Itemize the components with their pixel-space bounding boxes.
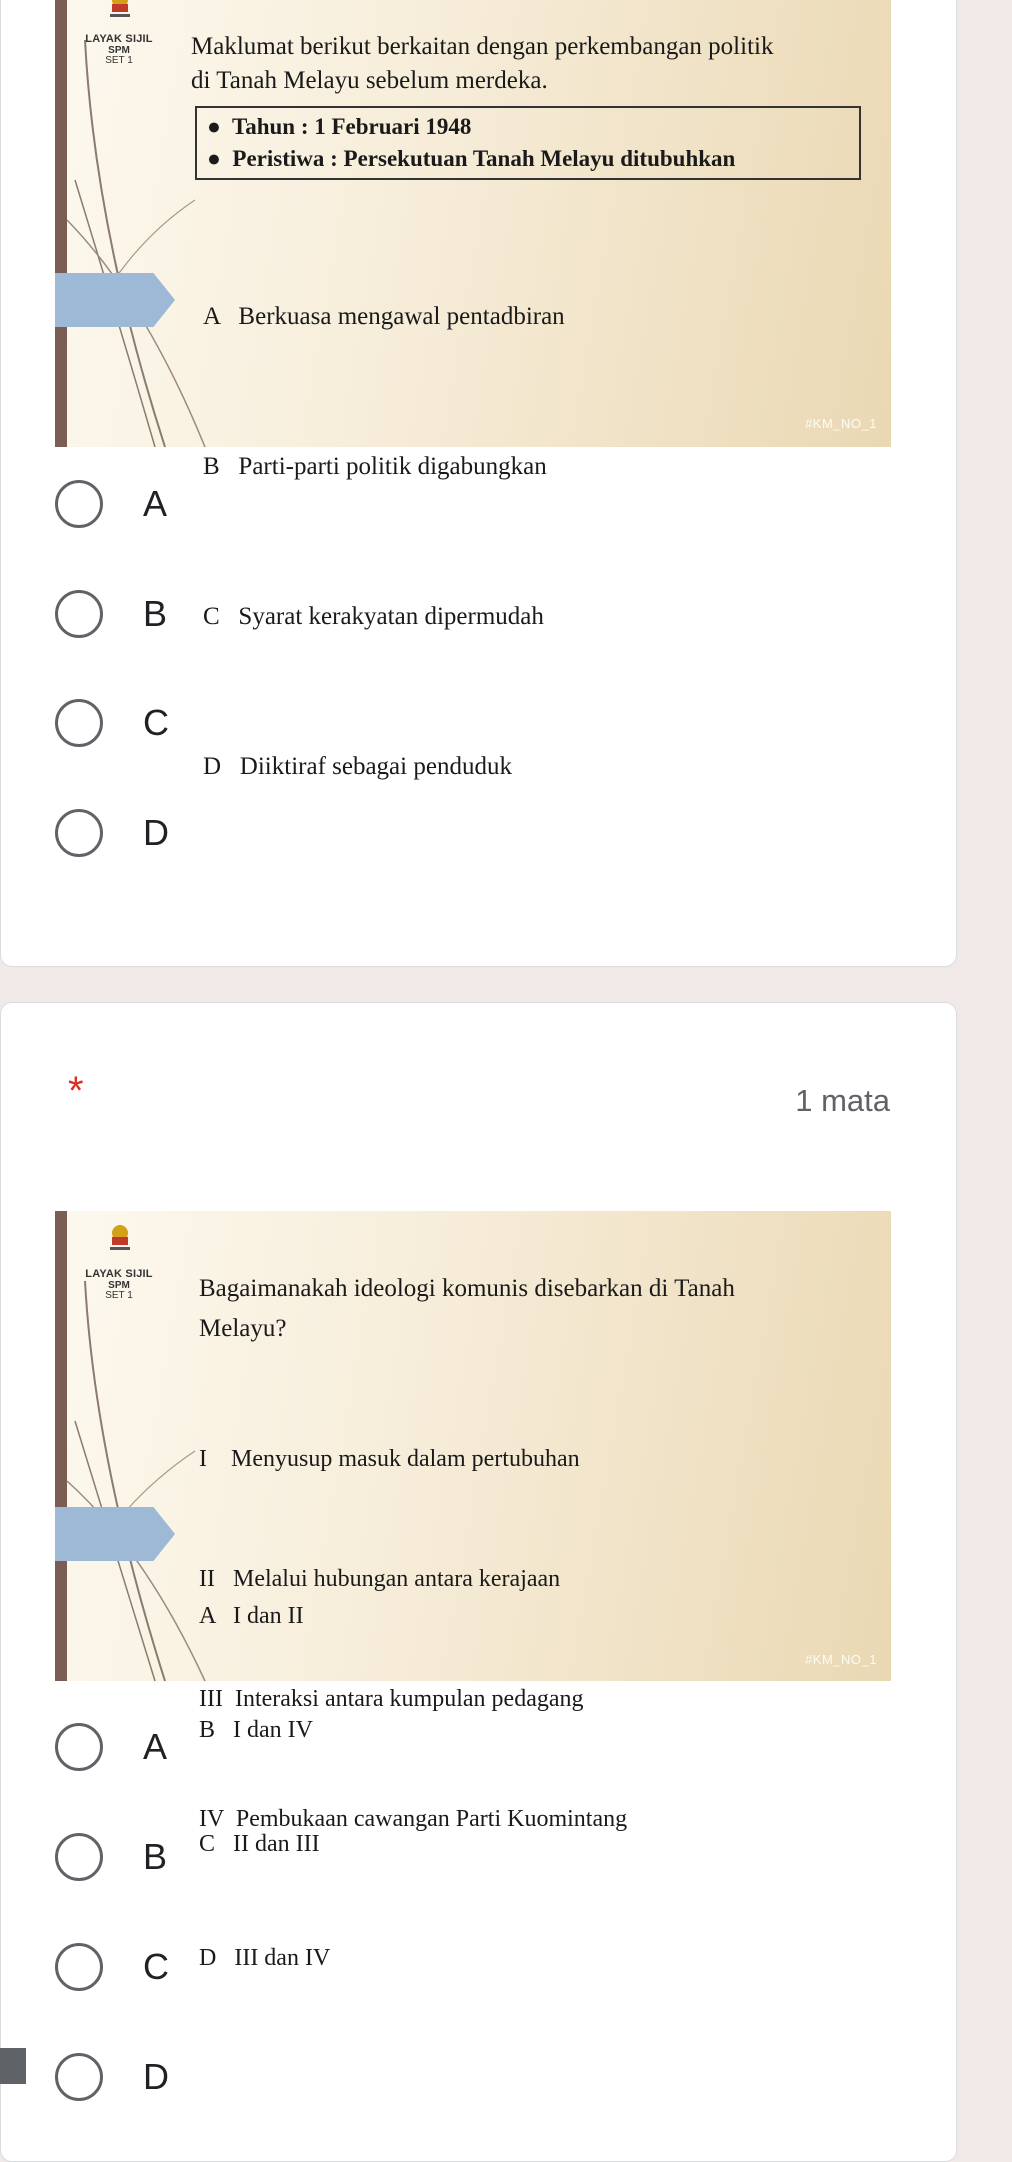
radio-button[interactable] (55, 2053, 103, 2101)
question-line: Bagaimanakah ideologi komunis disebarkan di Tanah (199, 1275, 735, 1302)
choice-d[interactable] (55, 803, 169, 863)
statement: I Menyusup masuk dalam pertubuhan (199, 1446, 580, 1472)
logo-line-1: LAYAK SIJIL (85, 1268, 153, 1280)
slide-option: C Syarat kerakyatan dipermudah (203, 603, 544, 630)
choice-b[interactable] (55, 1827, 167, 1887)
choice-label: C (143, 1946, 169, 1987)
info-box (195, 106, 861, 180)
slide-option: C II dan III (199, 1831, 320, 1857)
slide-logo (69, 34, 169, 67)
radio-button[interactable] (55, 699, 103, 747)
logo-line-3: SET 1 (105, 55, 133, 67)
crest-icon (103, 1223, 137, 1253)
info-line-text: Tahun : 1 Februari 1948 (231, 114, 472, 139)
slide-option: A Berkuasa mengawal pentadbiran (203, 303, 565, 330)
required-asterisk: * (68, 1069, 84, 1113)
info-line-text: Peristiwa : Persekutuan Tanah Melayu ditubuhkan (232, 146, 736, 171)
info-line: ● Peristiwa : Persekutuan Tanah Melayu ditubuhkan (207, 146, 736, 171)
radio-button[interactable] (55, 1943, 103, 1991)
slide-option: A I dan II (199, 1603, 304, 1629)
choice-label: C (143, 702, 169, 743)
logo-line-1: LAYAK SIJIL (85, 33, 153, 45)
question-text (191, 30, 773, 98)
slide-arrow-decoration (55, 1507, 175, 1561)
points-label: 1 mata (795, 1083, 890, 1118)
logo-line-2: SPM (108, 44, 130, 56)
question-line: Maklumat berikut berkaitan dengan perkembangan politik (191, 33, 774, 60)
statement: II Melalui hubungan antara kerajaan (199, 1566, 561, 1592)
logo-line-2: SPM (108, 1279, 130, 1291)
slide-option: B I dan IV (199, 1717, 313, 1743)
choice-label: B (143, 593, 168, 634)
choice-c[interactable] (55, 1937, 169, 1997)
radio-button[interactable] (55, 809, 103, 857)
slide-options (199, 1521, 330, 2053)
choice-b[interactable] (55, 584, 167, 644)
crest-icon (103, 0, 137, 20)
question-card-1 (0, 0, 957, 967)
slide-options (203, 192, 565, 892)
question-text (199, 1269, 735, 1349)
choice-label: A (143, 483, 168, 524)
info-line: ● Tahun : 1 Februari 1948 (207, 114, 472, 139)
slide-tag: #KM_NO_1 (805, 1652, 877, 1667)
question-card-2 (0, 1002, 957, 2162)
choice-label: D (143, 2056, 169, 2097)
question-line: di Tanah Melayu sebelum merdeka. (191, 67, 548, 94)
radio-button[interactable] (55, 1833, 103, 1881)
choice-label: B (143, 1836, 168, 1877)
radio-button[interactable] (55, 480, 103, 528)
slide-option: D III dan IV (199, 1945, 331, 1971)
slide-logo (69, 1269, 169, 1302)
question-image-2 (55, 1211, 891, 1971)
choice-a[interactable] (55, 1717, 167, 1777)
slide-option: B Parti-parti politik digabungkan (203, 453, 547, 480)
question-image-1 (55, 0, 891, 780)
left-edge-marker (0, 2048, 26, 2084)
logo-line-3: SET 1 (105, 1290, 133, 1302)
statement: III Interaksi antara kumpulan pedagang (199, 1686, 584, 1712)
slide-arrow-decoration (55, 273, 175, 327)
choice-label: D (143, 812, 169, 853)
slide-tag: #KM_NO_1 (805, 416, 877, 431)
choice-d[interactable] (55, 2047, 169, 2107)
slide-option: D Diiktiraf sebagai penduduk (203, 753, 512, 780)
choice-label: A (143, 1726, 168, 1767)
question-line: Melayu? (199, 1315, 287, 1342)
radio-button[interactable] (55, 1723, 103, 1771)
radio-button[interactable] (55, 590, 103, 638)
choice-c[interactable] (55, 693, 169, 753)
statement: IV Pembukaan cawangan Parti Kuomintang (199, 1806, 628, 1832)
choice-a[interactable] (55, 474, 167, 534)
